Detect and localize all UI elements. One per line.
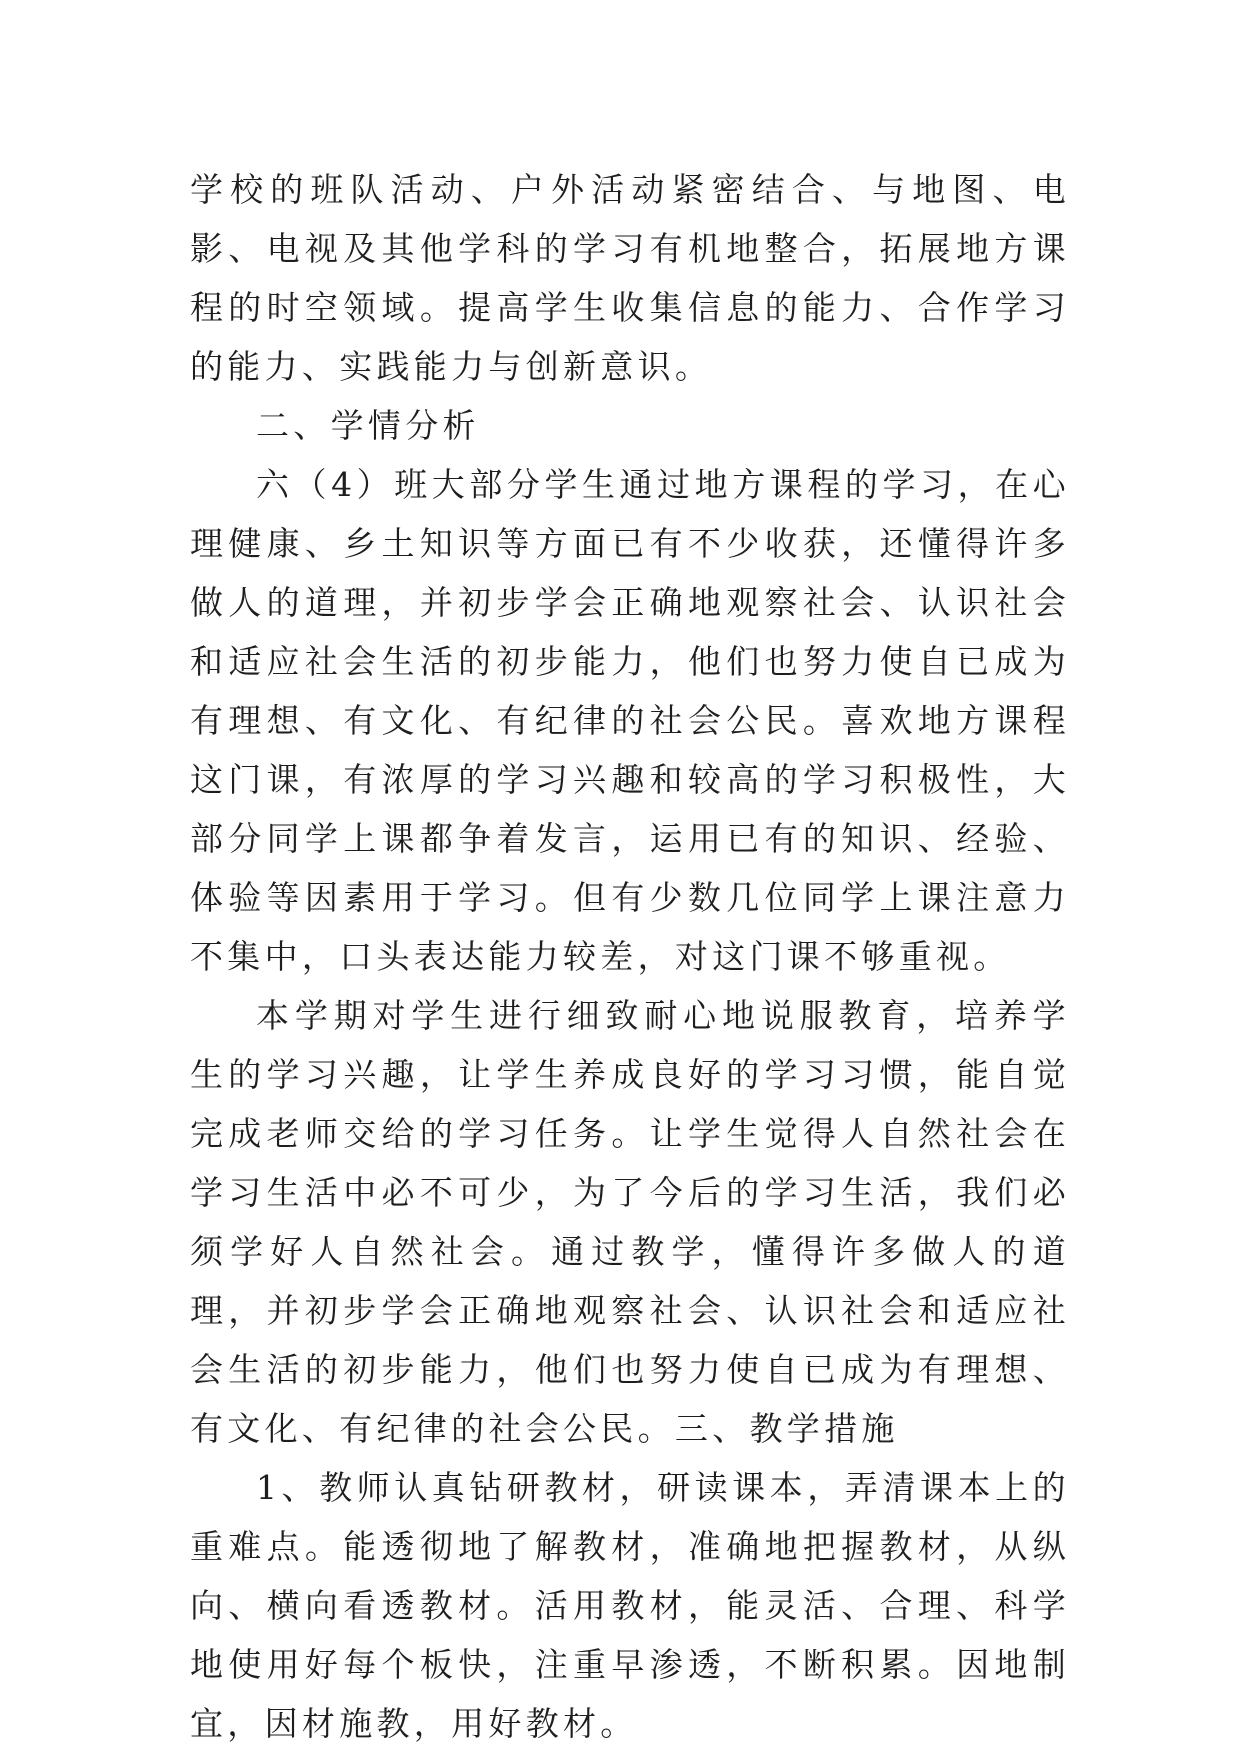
paragraph-semester-plan: 本学期对学生进行细致耐心地说服教育，培养学生的学习兴趣，让学生养成良好的学习习惯，能自觉完成老师交给的学习任务。让学生觉得人自然社会在学习生活中必不可少，为了今后的学习生活，我们必须学好人自然社会。通过教学，懂得许多做人的道理，并初步学会正确地观察社会、认识社会和适应社会生活的初步能力，他们也努力使自已成为有理想、有文化、有纪律的社会公民。三、教学措施 bbox=[190, 996, 1070, 1448]
document-body bbox=[190, 160, 1070, 1753]
paragraph-measure-1: 1、教师认真钻研教材，研读课本，弄清课本上的重难点。能透彻地了解教材，准确地把握教材，从纵向、横向看透教材。活用教材，能灵活、合理、科学地使用好每个板快，注重早渗透，不断积累。因地制宜，因材施教，用好教材。 bbox=[190, 1468, 1070, 1743]
section-heading-learning-analysis: 二、学情分析 bbox=[256, 406, 480, 445]
paragraph-class-analysis: 六（4）班大部分学生通过地方课程的学习，在心理健康、乡土知识等方面已有不少收获，还懂得许多做人的道理，并初步学会正确地观察社会、认识社会和适应社会生活的初步能力，他们也努力使自已成为有理想、有文化、有纪律的社会公民。喜欢地方课程这门课，有浓厚的学习兴趣和较高的学习积极性，大部分同学上课都争着发言，运用已有的知识、经验、体验等因素用于学习。但有少数几位同学上课注意力不集中，口头表达能力较差，对这门课不够重视。 bbox=[190, 465, 1070, 976]
paragraph-intro: 学校的班队活动、户外活动紧密结合、与地图、电影、电视及其他学科的学习有机地整合，拓展地方课程的时空领域。提高学生收集信息的能力、合作学习的能力、实践能力与创新意识。 bbox=[190, 170, 1070, 386]
